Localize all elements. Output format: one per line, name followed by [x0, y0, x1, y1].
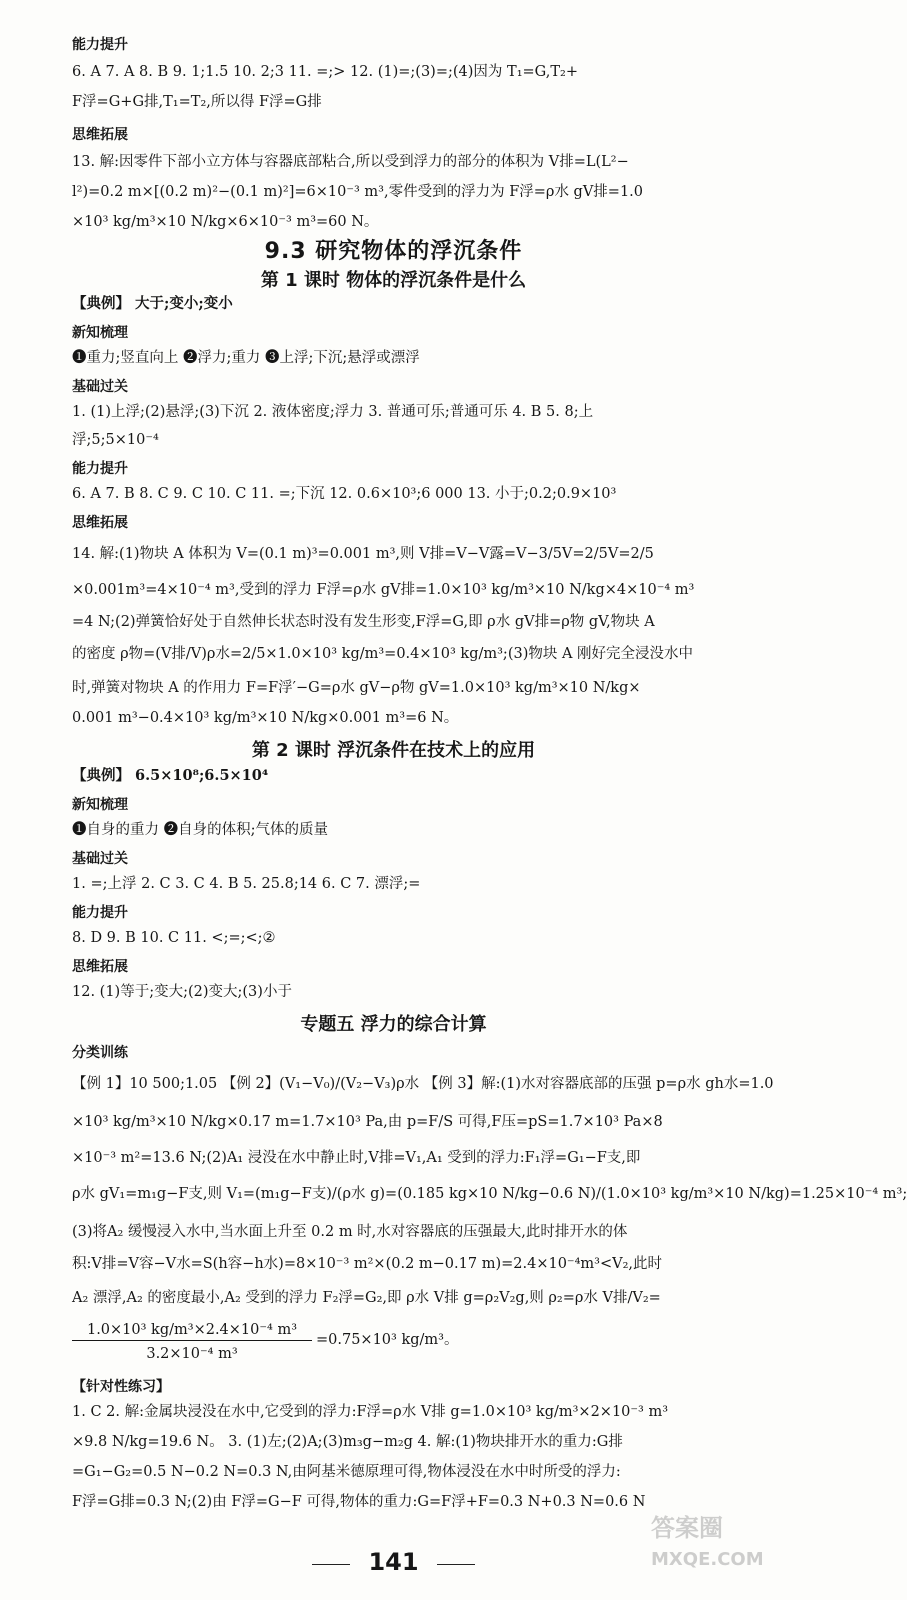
heading-new-knowledge: 新知梳理 [72, 797, 128, 813]
answer-line: (3)将A₂ 缓慢浸入水中,当水面上升至 0.2 m 时,水对容器底的压强最大,此时排开水的体 [72, 1224, 628, 1240]
lesson-2-title: 第 2 课时 浮沉条件在技术上的应用 [251, 740, 536, 761]
answer-line: 12. (1)等于;变大;(2)变大;(3)小于 [72, 984, 292, 1000]
answer-line: 【例 1】10 500;1.05 【例 2】(V₁−V₀)/(V₂−V₃)ρ水 【例 3】解:(1)水对容器底部的压强 p=ρ水 gh水=1.0 [72, 1076, 774, 1092]
heading-ability: 能力提升 [72, 461, 128, 477]
fraction-numerator: 1.0×10³ kg/m³×2.4×10⁻⁴ m³ [86, 1322, 298, 1338]
heading-ability: 能力提升 [72, 905, 128, 921]
answer-line: 1. (1)上浮;(2)悬浮;(3)下沉 2. 液体密度;浮力 3. 普通可乐;普通可乐 4. B 5. 8;上 [72, 404, 594, 420]
answer-line: 的密度 ρ物=(V排/V)ρ水=2/5×1.0×10³ kg/m³=0.4×10³ kg/m³;(3)物块 A 刚好完全浸没水中 [72, 646, 694, 662]
heading-classified-training: 分类训练 [72, 1045, 128, 1061]
answer-line: A₂ 漂浮,A₂ 的密度最小,A₂ 受到的浮力 F₂浮=G₂,即 ρ水 V排 g=ρ₂V₂g,则 ρ₂=ρ水 V排/V₂= [72, 1290, 661, 1306]
answer-line: F浮=G+G排,T₁=T₂,所以得 F浮=G排 [72, 94, 322, 110]
lesson-1-title: 第 1 课时 物体的浮沉条件是什么 [260, 270, 527, 291]
heading-ability-top: 能力提升 [72, 37, 128, 53]
answer-line: 6. A 7. A 8. B 9. 1;1.5 10. 2;3 11. =;> 12. (1)=;(3)=;(4)因为 T₁=G,T₂+ [72, 64, 578, 80]
topic-5-title: 专题五 浮力的综合计算 [300, 1014, 487, 1035]
answer-line: 0.001 m³−0.4×10³ kg/m³×10 N/kg×0.001 m³=6 N。 [72, 710, 459, 726]
answer-line: ×10³ kg/m³×10 N/kg×6×10⁻³ m³=60 N。 [72, 214, 379, 230]
answer-line: 8. D 9. B 10. C 11. <;=;<;② [72, 930, 276, 946]
answer-line: 6. A 7. B 8. C 9. C 10. C 11. =;下沉 12. 0.6×10³;6 000 13. 小于;0.2;0.9×10³ [72, 486, 617, 502]
answer-line: 14. 解:(1)物块 A 体积为 V=(0.1 m)³=0.001 m³,则 V排=V−V露=V−3/5V=2/5V=2/5 [72, 546, 654, 562]
lesson-1-example: 【典例】 大于;变小;变小 [72, 295, 233, 312]
heading-basic: 基础过关 [72, 379, 128, 395]
fraction-bar [72, 1340, 312, 1341]
answer-line: ×10⁻³ m²=13.6 N;(2)A₁ 浸没在水中静止时,V排=V₁,A₁ 受到的浮力:F₁浮=G₁−F支,即 [72, 1150, 641, 1166]
heading-basic: 基础过关 [72, 851, 128, 867]
answer-line: 1. C 2. 解:金属块浸没在水中,它受到的浮力:F浮=ρ水 V排 g=1.0×10³ kg/m³×2×10⁻³ m³ [72, 1404, 669, 1420]
answer-line: l²)=0.2 m×[(0.2 m)²−(0.1 m)²]=6×10⁻³ m³,零件受到的浮力为 F浮=ρ水 gV排=1.0 [72, 184, 644, 200]
watermark-text-cn: 答案圈 [651, 1514, 723, 1542]
page-number: 141 [368, 1548, 419, 1576]
answer-line: =4 N;(2)弹簧恰好处于自然伸长状态时没有发生形变,F浮=G,即 ρ水 gV排=ρ物 gV,物块 A [72, 614, 655, 630]
watermark-text-en: MXQE.COM [651, 1549, 764, 1570]
answer-line: ×10³ kg/m³×10 N/kg×0.17 m=1.7×10³ Pa,由 p=F/S 可得,F压=pS=1.7×10³ Pa×8 [72, 1114, 663, 1130]
heading-targeted-practice: 【针对性练习】 [72, 1379, 170, 1395]
answer-line: ρ水 gV₁=m₁g−F支,则 V₁=(m₁g−F支)/(ρ水 g)=(0.185 kg×10 N/kg−0.6 N)/(1.0×10³ kg/m³×10 N/kg)=1.25×10⁻⁴ m³; [72, 1186, 907, 1202]
answer-line: 积:V排=V容−V水=S(h容−h水)=8×10⁻³ m²×(0.2 m−0.17 m)=2.4×10⁻⁴m³<V₂,此时 [72, 1256, 662, 1272]
answer-line: 1. =;上浮 2. C 3. C 4. B 5. 25.8;14 6. C 7. 漂浮;= [72, 876, 421, 892]
answer-line: ❶自身的重力 ❷自身的体积;气体的质量 [72, 822, 328, 838]
answer-line: =0.75×10³ kg/m³。 [316, 1332, 459, 1348]
heading-thinking-top: 思维拓展 [72, 127, 128, 143]
page-number-dash-right [437, 1564, 475, 1565]
fraction-denominator: 3.2×10⁻⁴ m³ [146, 1346, 238, 1362]
answer-line: F浮=G排=0.3 N;(2)由 F浮=G−F 可得,物体的重力:G=F浮+F=0.3 N+0.3 N=0.6 N [72, 1494, 646, 1510]
answer-line: 时,弹簧对物块 A 的作用力 F=F浮′−G=ρ水 gV−ρ物 gV=1.0×10³ kg/m³×10 N/kg× [72, 680, 641, 696]
answer-line: ❶重力;竖直向上 ❷浮力;重力 ❸上浮;下沉;悬浮或漂浮 [72, 350, 420, 366]
answer-line: =G₁−G₂=0.5 N−0.2 N=0.3 N,由阿基米德原理可得,物体浸没在水中时所受的浮力: [72, 1464, 621, 1480]
answer-line: 浮;5;5×10⁻⁴ [72, 432, 159, 448]
answer-line: ×9.8 N/kg=19.6 N。 3. (1)左;(2)A;(3)m₃g−m₂g 4. 解:(1)物块排开水的重力:G排 [72, 1434, 623, 1450]
heading-new-knowledge: 新知梳理 [72, 325, 128, 341]
lesson-2-example: 【典例】 6.5×10⁸;6.5×10⁴ [72, 767, 269, 784]
answer-line: ×0.001m³=4×10⁻⁴ m³,受到的浮力 F浮=ρ水 gV排=1.0×10³ kg/m³×10 N/kg×4×10⁻⁴ m³ [72, 582, 695, 598]
heading-thinking: 思维拓展 [72, 515, 128, 531]
answer-line: 13. 解:因零件下部小立方体与容器底部粘合,所以受到浮力的部分的体积为 V排=L(L²− [72, 154, 629, 170]
watermark-logo [651, 1508, 764, 1588]
heading-thinking: 思维拓展 [72, 959, 128, 975]
section-title: 9.3 研究物体的浮沉条件 [264, 239, 523, 264]
